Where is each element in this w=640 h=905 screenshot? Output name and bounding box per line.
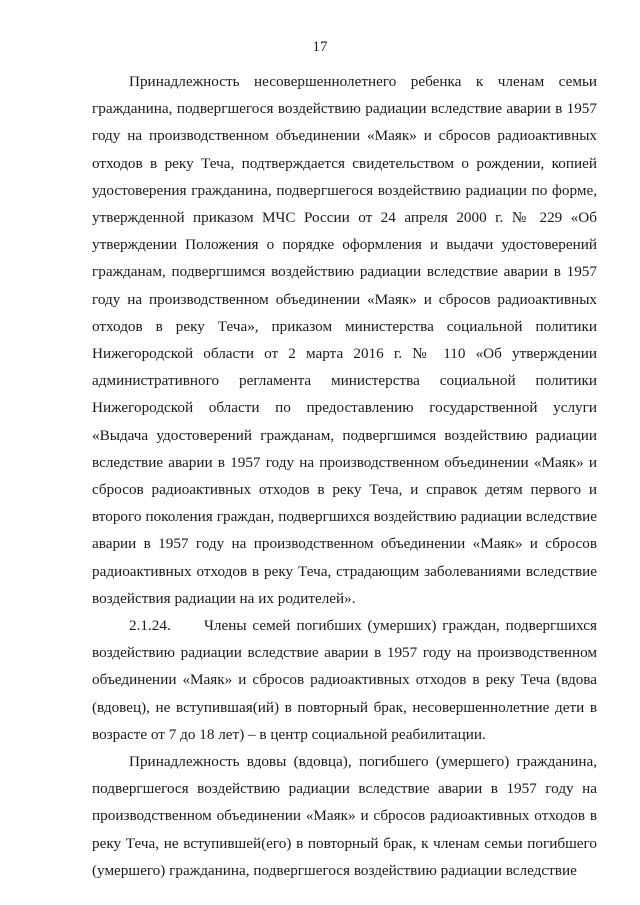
clause-number: 2.1.24. <box>129 617 171 635</box>
document-body <box>92 68 597 884</box>
paragraph-family-membership-proof: Принадлежность несовершеннолетнего ребенка к членам семьи гражданина, подвергшегося воздействию радиации вследствие аварии в 1957 году на производственном объединении «Маяк» и сбросов радиоактивных отходов в реку Теча, подтверждается свидетельством о рождении, копией удостоверения гражданина, подвергшегося воздействию радиации по форме, утвержденной приказом МЧС России от 24 апреля 2000 г. № 229 «Об утверждении Положения о порядке оформления и выдачи удостоверений гражданам, подвергшимся воздействию радиации вследствие аварии в 1957 году на производственном объединении «Маяк» и сбросов радиоактивных отходов в реку Теча», приказом министерства социальной политики Нижегородской области от 2 марта 2016 г. № 110 «Об утверждении административного регламента министерства социальной политики Нижегородской области по предоставлению государственной услуги «Выдача удостоверений гражданам, подвергшимся воздействию радиации вследствие аварии в 1957 году на производственном объединении «Маяк» и сбросов радиоактивных отходов в реку Теча, и справок детям первого и второго поколения граждан, подвергшихся воздействию радиации вследствие аварии в 1957 году на производственном объединении «Маяк» и сбросов радиоактивных отходов в реку Теча, страдающим заболеваниями вследствие воздействия радиации на их родителей». <box>92 73 597 607</box>
paragraph-widow-membership-proof: Принадлежность вдовы (вдовца), погибшего (умершего) гражданина, подвергшегося воздействию радиации вследствие аварии в 1957 году на производственном объединении «Маяк» и сбросов радиоактивных отходов в реку Теча, не вступившей(его) в повторный брак, к членам семьи погибшего (умершего) гражданина, подвергшегося воздействию радиации вследствие <box>92 753 597 879</box>
clause-2-1-24 <box>92 612 597 748</box>
page-number: 17 <box>312 39 328 55</box>
clause-text: Члены семей погибших (умерших) граждан, подвергшихся воздействию радиации вследствие аварии в 1957 году на производственном объединении «Маяк» и сбросов радиоактивных отходов в реку Теча (вдова (вдовец), не вступившая(ий) в повторный брак, несовершеннолетние дети в возрасте от 7 до 18 лет) – в центр социальной реабилитации. <box>92 617 597 743</box>
